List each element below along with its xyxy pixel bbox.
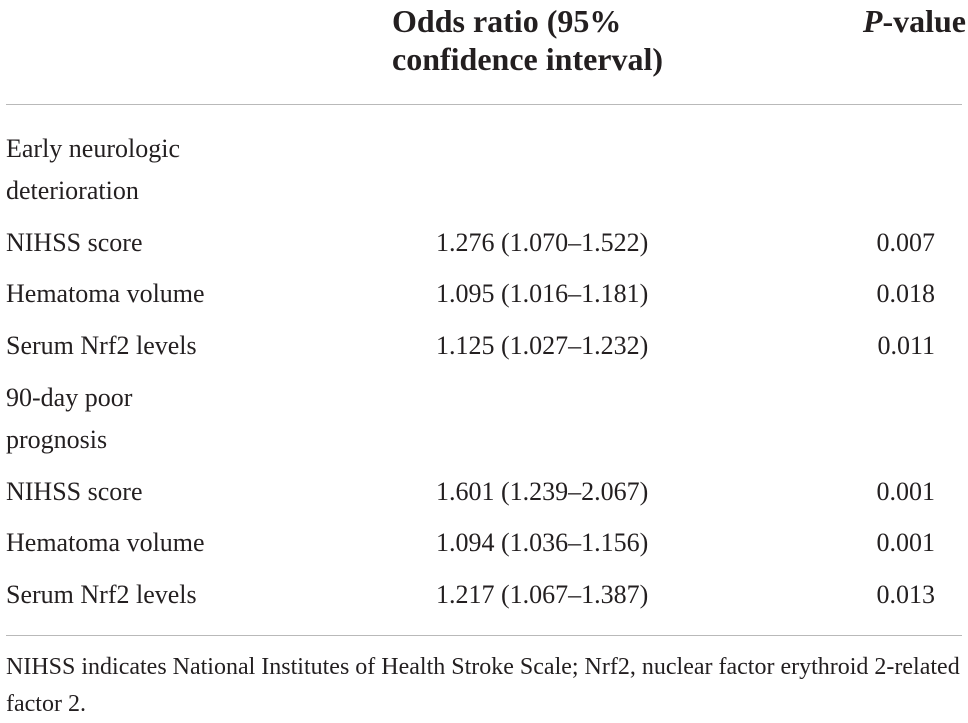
- p-value-header-italic: P: [862, 3, 883, 39]
- p-value-column-header: [840, 2, 966, 40]
- odds-ratio-value: 1.125 (1.027–1.232): [436, 331, 649, 360]
- table-header: [0, 0, 968, 104]
- row-label: NIHSS score: [6, 477, 143, 506]
- odds-ratio-value: 1.217 (1.067–1.387): [436, 580, 649, 609]
- section-title-line1: Early neurologic: [6, 134, 180, 163]
- odds-ratio-value: 1.095 (1.016–1.181): [436, 279, 649, 308]
- p-value: 0.001: [876, 477, 935, 506]
- odds-ratio-header-line2: confidence interval): [392, 41, 664, 77]
- row-label: Serum Nrf2 levels: [6, 580, 197, 609]
- section-title-early-neurologic-deterioration: [6, 128, 266, 212]
- p-value: 0.001: [876, 528, 935, 557]
- odds-ratio-header-line1: Odds ratio (95%: [392, 3, 622, 39]
- row-label: Serum Nrf2 levels: [6, 331, 197, 360]
- section-title-line2: prognosis: [6, 425, 108, 454]
- odds-ratio-value: 1.094 (1.036–1.156): [436, 528, 649, 557]
- p-value: 0.013: [876, 580, 935, 609]
- row-label: Hematoma volume: [6, 528, 205, 557]
- header-divider: [6, 104, 962, 105]
- row-label: Hematoma volume: [6, 279, 205, 308]
- section-title-90-day-poor-prognosis: [6, 377, 266, 461]
- footer-divider: [6, 635, 962, 636]
- odds-ratio-value: 1.276 (1.070–1.522): [436, 228, 649, 257]
- row-label: NIHSS score: [6, 228, 143, 257]
- section-title-line1: 90-day poor: [6, 383, 133, 412]
- p-value: 0.007: [876, 228, 935, 257]
- section-title-line2: deterioration: [6, 176, 139, 205]
- p-value: 0.011: [877, 331, 935, 360]
- odds-ratio-value: 1.601 (1.239–2.067): [436, 477, 649, 506]
- p-value-header-rest: -value: [882, 3, 966, 39]
- p-value: 0.018: [876, 279, 935, 308]
- odds-ratio-column-header: [392, 2, 722, 78]
- table-footnote: NIHSS indicates National Institutes of Health Stroke Scale; Nrf2, nuclear factor erythroid 2-related factor 2.: [6, 654, 960, 717]
